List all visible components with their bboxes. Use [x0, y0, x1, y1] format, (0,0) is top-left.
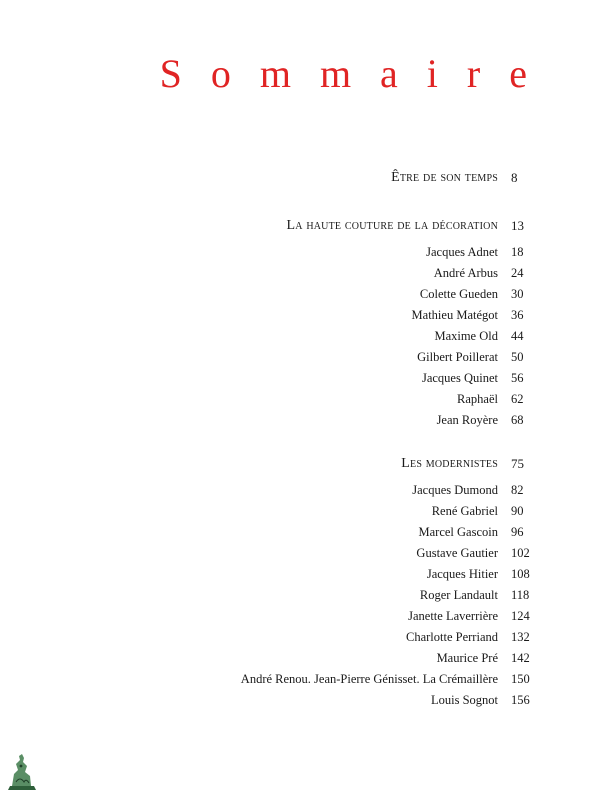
entry-name: Jean Royère	[436, 413, 498, 427]
toc-entry	[0, 588, 530, 603]
section-title: La haute couture de la décoration	[286, 218, 498, 233]
section-heading	[0, 218, 524, 234]
toc-entry	[0, 525, 524, 540]
entry-name: Maurice Pré	[436, 651, 498, 665]
section-heading	[0, 170, 518, 186]
page-number: 18	[511, 245, 524, 259]
toc-entry	[0, 546, 530, 561]
entry-name: Mathieu Matégot	[411, 308, 498, 322]
page-number: 68	[511, 413, 524, 427]
page-number: 108	[511, 567, 530, 581]
toc-entry	[0, 308, 524, 323]
entry-name: Jacques Hitier	[426, 567, 498, 581]
toc-entry	[0, 609, 530, 624]
page-number: 50	[511, 350, 524, 364]
page-number: 62	[511, 392, 524, 406]
toc-entry	[0, 567, 530, 582]
page-number: 44	[511, 329, 524, 343]
entry-name: Jacques Adnet	[426, 245, 498, 259]
entry-name: Jacques Dumond	[412, 483, 498, 497]
section-heading	[0, 456, 524, 472]
toc-entry	[0, 483, 524, 498]
page-number: 150	[511, 672, 530, 686]
entry-name: Roger Landault	[419, 588, 498, 602]
entry-name: Gilbert Poillerat	[417, 350, 498, 364]
entry-name: Gustave Gautier	[416, 546, 498, 560]
toc-entry	[0, 672, 530, 687]
entry-name: Raphaël	[457, 392, 498, 406]
toc-entry	[0, 693, 530, 708]
page-number: 124	[511, 609, 530, 623]
page-number: 13	[511, 218, 524, 233]
toc-entry	[0, 371, 524, 386]
toc-entry	[0, 413, 524, 428]
toc-entry	[0, 504, 524, 519]
entry-name: Jacques Quinet	[421, 371, 498, 385]
toc-entry	[0, 630, 530, 645]
page-number: 30	[511, 287, 524, 301]
entry-name: Maxime Old	[434, 329, 498, 343]
toc-entry	[0, 287, 524, 302]
page-number: 56	[511, 371, 524, 385]
entry-name: Marcel Gascoin	[418, 525, 498, 539]
page-number: 75	[511, 456, 524, 471]
entry-name: Colette Gueden	[419, 287, 498, 301]
toc-entry	[0, 245, 524, 260]
entry-name: Janette Laverrière	[408, 609, 498, 623]
toc-entry	[0, 350, 524, 365]
page-number: 118	[511, 588, 530, 602]
page-number: 8	[511, 170, 518, 185]
toc-entry	[0, 651, 530, 666]
section-title: Être de son temps	[391, 170, 498, 185]
page-number: 36	[511, 308, 524, 322]
decorative-vignette-icon	[4, 752, 40, 792]
page-number: 82	[511, 483, 524, 497]
page-number: 156	[511, 693, 530, 707]
page-number: 96	[511, 525, 524, 539]
entry-name: Louis Sognot	[430, 693, 498, 707]
entry-name: André Arbus	[433, 266, 498, 280]
toc-entry	[0, 392, 524, 407]
entry-name: René Gabriel	[431, 504, 498, 518]
section-title: Les modernistes	[401, 456, 498, 471]
page-number: 102	[511, 546, 530, 560]
toc-entry	[0, 329, 524, 344]
toc-entry	[0, 266, 524, 281]
entry-name: Charlotte Perriand	[406, 630, 498, 644]
page-number: 132	[511, 630, 530, 644]
page-title: Sommaire	[159, 51, 556, 96]
page-number: 24	[511, 266, 524, 280]
entry-name: André Renou. Jean-Pierre Génisset. La Crémaillère	[240, 672, 498, 686]
page-number: 142	[511, 651, 530, 665]
page-number: 90	[511, 504, 524, 518]
